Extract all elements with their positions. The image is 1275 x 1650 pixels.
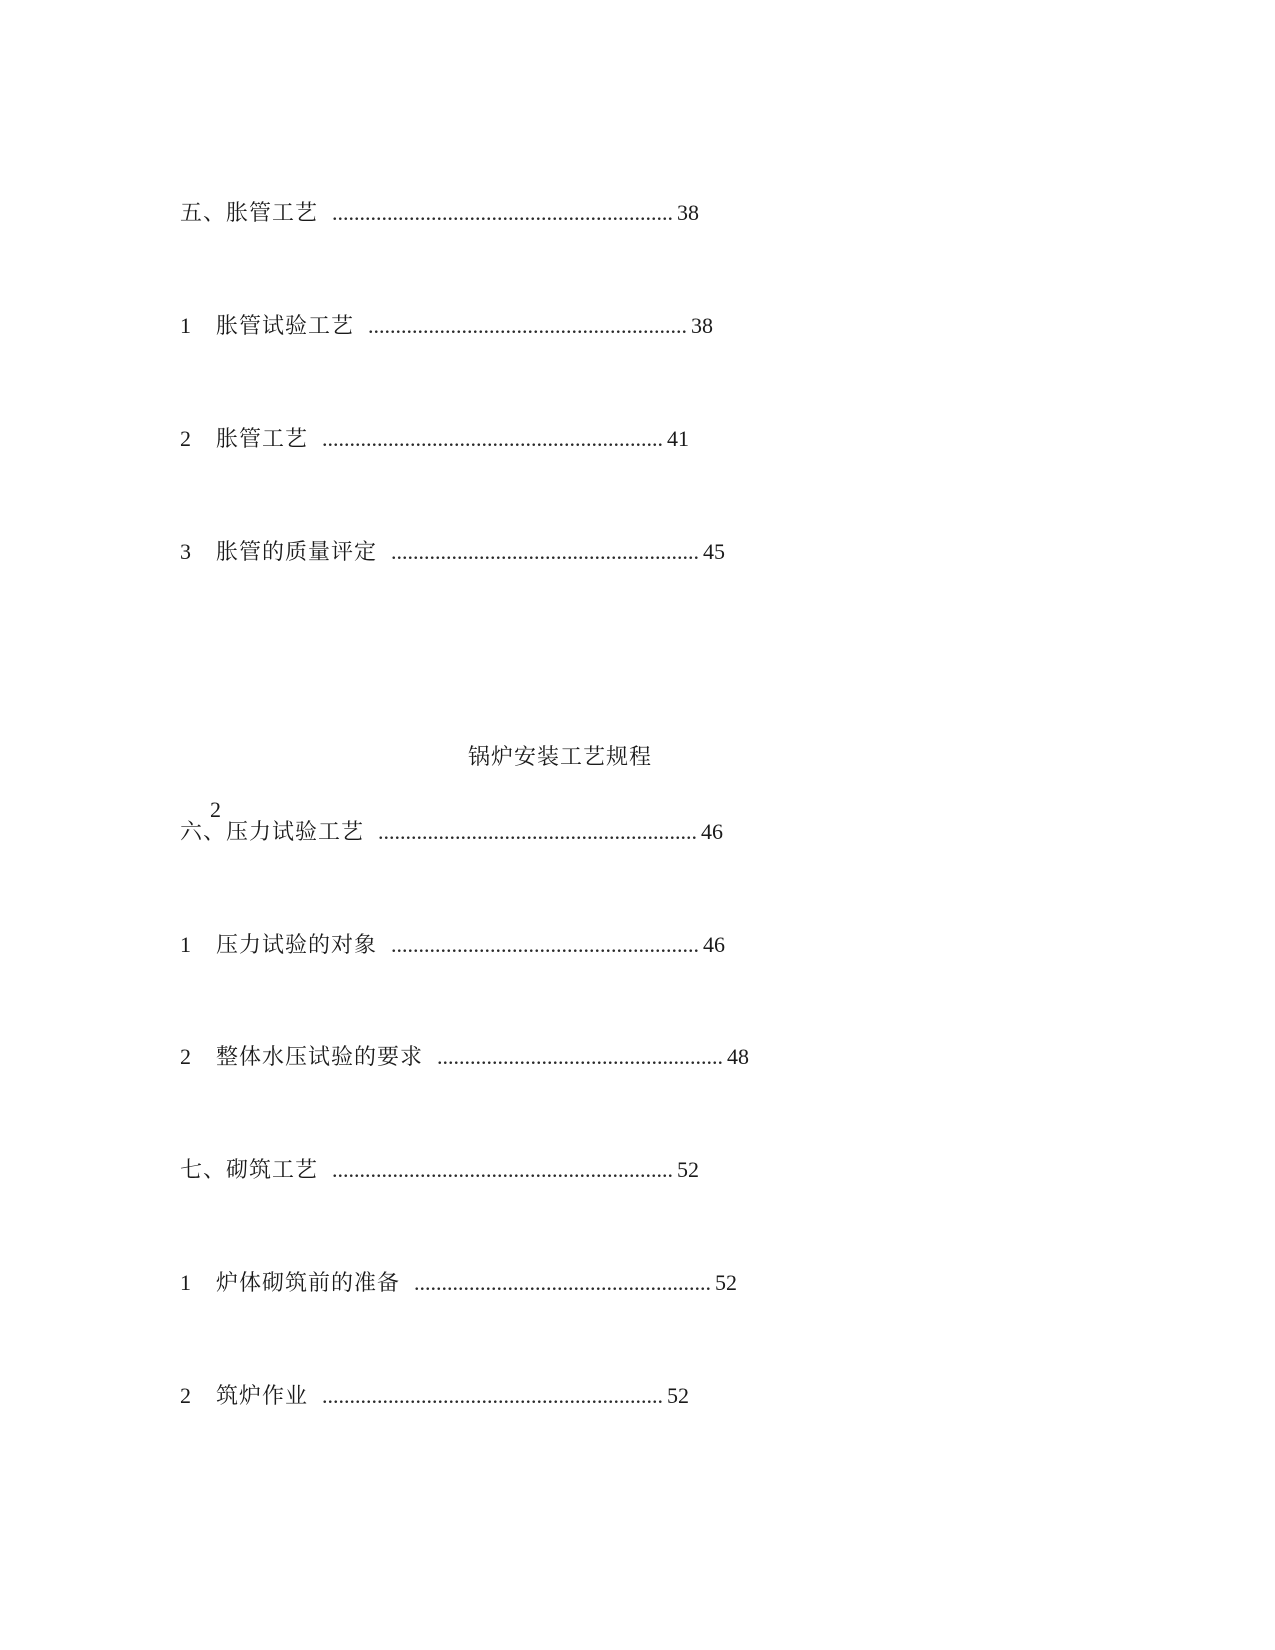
toc-page: 45: [703, 539, 726, 564]
toc-row: [180, 539, 725, 566]
toc-number: 2: [180, 1383, 191, 1408]
toc-title: 胀管的质量评定: [216, 540, 378, 565]
toc-dots: ........................................................: [391, 932, 700, 957]
toc-row: [180, 313, 713, 340]
toc-row: [180, 1383, 689, 1410]
toc-page: 48: [727, 1044, 750, 1069]
toc-title: 七、砌筑工艺: [180, 1158, 319, 1183]
toc-row: [180, 200, 699, 227]
toc-dots: ..............................................................: [322, 1383, 664, 1408]
toc-title: 五、胀管工艺: [180, 201, 319, 226]
toc-dots: ..............................................................: [332, 1157, 674, 1182]
toc-title: 胀管试验工艺: [216, 314, 355, 339]
toc-number: 1: [180, 932, 191, 957]
toc-title: 炉体砌筑前的准备: [216, 1271, 401, 1296]
toc-page: 46: [701, 819, 724, 844]
toc-dots: ..........................................................: [378, 819, 698, 844]
running-title: 锅炉安装工艺规程: [467, 745, 652, 770]
toc-title: 胀管工艺: [216, 427, 309, 452]
toc-title: 六、压力试验工艺: [180, 820, 365, 845]
toc-dots: ........................................................: [391, 539, 700, 564]
toc-page: 52: [677, 1157, 700, 1182]
toc-title: 整体水压试验的要求: [216, 1045, 424, 1070]
toc-page: 46: [703, 932, 726, 957]
toc-dots: ......................................................: [414, 1270, 712, 1295]
toc-page: 38: [691, 313, 714, 338]
toc-number: 3: [180, 539, 191, 564]
toc-number: 1: [180, 313, 191, 338]
toc-number: 2: [180, 426, 191, 451]
toc-page: 38: [677, 200, 700, 225]
toc-row: [180, 1270, 737, 1297]
toc-row: [180, 1044, 749, 1071]
toc-number: 1: [180, 1270, 191, 1295]
toc-title: 筑炉作业: [216, 1384, 309, 1409]
toc-row: [180, 819, 723, 846]
toc-dots: ..............................................................: [332, 200, 674, 225]
toc-dots: ....................................................: [437, 1044, 724, 1069]
toc-page: 52: [715, 1270, 738, 1295]
toc-page: 41: [667, 426, 690, 451]
page-number: 2: [210, 797, 221, 822]
toc-row: [180, 932, 725, 959]
toc-title: 压力试验的对象: [216, 933, 378, 958]
toc-page: 52: [667, 1383, 690, 1408]
toc-row: [180, 426, 689, 453]
toc-row: [180, 1157, 699, 1184]
toc-dots: ..........................................................: [368, 313, 688, 338]
toc-dots: ..............................................................: [322, 426, 664, 451]
toc-number: 2: [180, 1044, 191, 1069]
